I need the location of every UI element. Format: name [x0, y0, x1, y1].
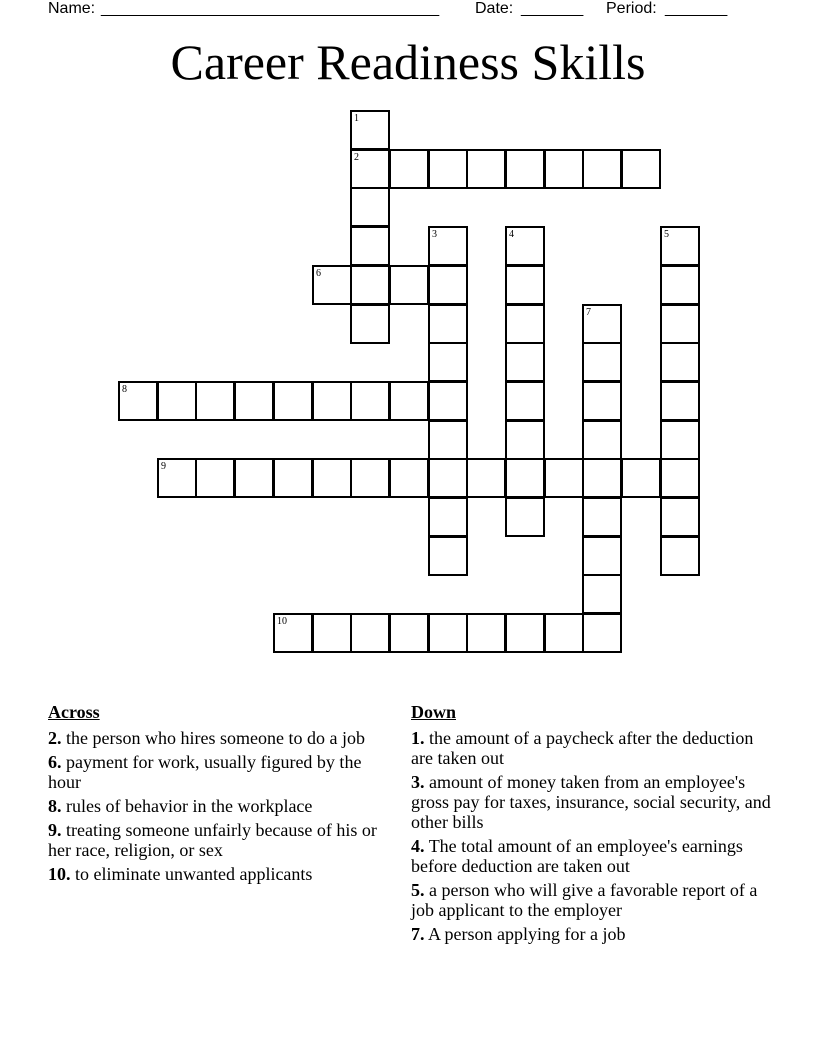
- crossword-cell[interactable]: [466, 458, 506, 498]
- crossword-cell[interactable]: [350, 265, 390, 305]
- name-field[interactable]: ______________________________________: [101, 0, 440, 17]
- crossword-cell[interactable]: [660, 458, 700, 498]
- crossword-cell[interactable]: [582, 304, 622, 344]
- date-field[interactable]: _______: [521, 0, 584, 17]
- clue-number: 6.: [48, 752, 62, 772]
- clue-number-label: 2: [354, 152, 359, 163]
- clue-number: 1.: [411, 728, 425, 748]
- crossword-cell[interactable]: [505, 613, 545, 653]
- crossword-cell[interactable]: [582, 536, 622, 576]
- page-title: Career Readiness Skills: [170, 34, 646, 90]
- crossword-cell[interactable]: [350, 110, 390, 150]
- crossword-cell[interactable]: [505, 381, 545, 421]
- crossword-cell[interactable]: [428, 381, 468, 421]
- down-clue: [411, 728, 771, 768]
- crossword-cell[interactable]: [660, 304, 700, 344]
- across-clue: [48, 728, 386, 748]
- crossword-cell[interactable]: [505, 342, 545, 382]
- crossword-cell[interactable]: [505, 149, 545, 189]
- crossword-cell[interactable]: [428, 265, 468, 305]
- clue-text: a person who will give a favorable report of a job applicant to the employer: [411, 880, 758, 920]
- clue-number-label: 1: [354, 113, 359, 124]
- crossword-cell[interactable]: [428, 149, 468, 189]
- down-clues: [411, 702, 771, 948]
- crossword-cell[interactable]: [157, 458, 197, 498]
- across-clue: [48, 796, 386, 816]
- crossword-cell[interactable]: [273, 381, 313, 421]
- period-field[interactable]: _______: [665, 0, 728, 17]
- down-clue: [411, 924, 771, 944]
- crossword-cell[interactable]: [157, 381, 197, 421]
- clue-number: 10.: [48, 864, 71, 884]
- crossword-cell[interactable]: [621, 458, 661, 498]
- crossword-cell[interactable]: [350, 613, 390, 653]
- clue-text: to eliminate unwanted applicants: [75, 864, 313, 884]
- crossword-cell[interactable]: [544, 613, 584, 653]
- clue-number-label: 7: [586, 307, 591, 318]
- down-heading: Down: [411, 702, 457, 722]
- crossword-cell[interactable]: [505, 226, 545, 266]
- crossword-cell[interactable]: [350, 149, 390, 189]
- clue-number-label: 4: [509, 229, 514, 240]
- crossword-cell[interactable]: [350, 458, 390, 498]
- crossword-cell[interactable]: [466, 613, 506, 653]
- crossword-cell[interactable]: [312, 265, 352, 305]
- crossword-cell[interactable]: [660, 381, 700, 421]
- crossword-cell[interactable]: [582, 574, 622, 614]
- clue-number-label: 5: [664, 229, 669, 240]
- crossword-cell[interactable]: [428, 458, 468, 498]
- across-clue: [48, 864, 386, 884]
- crossword-cell[interactable]: [505, 304, 545, 344]
- crossword-cell[interactable]: [660, 536, 700, 576]
- clue-number-label: 3: [432, 229, 437, 240]
- crossword-cell[interactable]: [505, 420, 545, 460]
- across-clues: [48, 702, 386, 888]
- down-clue: [411, 880, 771, 920]
- clue-number-label: 9: [161, 461, 166, 472]
- clue-text: payment for work, usually figured by the hour: [48, 752, 362, 792]
- period-label: Period:: [606, 0, 657, 17]
- clue-number: 4.: [411, 836, 425, 856]
- crossword-cell[interactable]: [312, 613, 352, 653]
- crossword-cell[interactable]: [350, 381, 390, 421]
- crossword-cell[interactable]: [621, 149, 661, 189]
- crossword-cell[interactable]: [428, 613, 468, 653]
- crossword-cell[interactable]: [582, 613, 622, 653]
- crossword-cell[interactable]: [428, 304, 468, 344]
- clue-text: the amount of a paycheck after the deduction are taken out: [411, 728, 754, 768]
- crossword-cell[interactable]: [582, 342, 622, 382]
- crossword-cell[interactable]: [428, 226, 468, 266]
- crossword-cell[interactable]: [582, 381, 622, 421]
- date-label: Date:: [475, 0, 514, 17]
- crossword-cell[interactable]: [389, 149, 429, 189]
- student-info-header: [48, 0, 768, 20]
- clue-number-label: 8: [122, 384, 127, 395]
- across-clue: [48, 752, 386, 792]
- crossword-cell[interactable]: [466, 149, 506, 189]
- crossword-cell[interactable]: [582, 420, 622, 460]
- crossword-cell[interactable]: [660, 265, 700, 305]
- clue-text: treating someone unfairly because of his or her race, religion, or sex: [48, 820, 377, 860]
- clue-number: 5.: [411, 880, 425, 900]
- clue-number: 9.: [48, 820, 62, 840]
- crossword-cell[interactable]: [389, 613, 429, 653]
- crossword-cell[interactable]: [389, 381, 429, 421]
- crossword-cell[interactable]: [273, 458, 313, 498]
- down-clue: [411, 772, 771, 832]
- down-clue: [411, 836, 771, 876]
- across-heading: Across: [48, 702, 100, 722]
- clue-text: the person who hires someone to do a job: [66, 728, 365, 748]
- crossword-cell[interactable]: [428, 497, 468, 537]
- crossword-cell[interactable]: [234, 381, 274, 421]
- clue-text: A person applying for a job: [428, 924, 626, 944]
- crossword-cell[interactable]: [544, 149, 584, 189]
- across-clue: [48, 820, 386, 860]
- crossword-cell[interactable]: [312, 458, 352, 498]
- crossword-cell[interactable]: [118, 381, 158, 421]
- crossword-cell[interactable]: [350, 304, 390, 344]
- name-label: Name:: [48, 0, 96, 17]
- crossword-cell[interactable]: [582, 149, 622, 189]
- clue-number: 3.: [411, 772, 425, 792]
- crossword-cell[interactable]: [660, 342, 700, 382]
- clue-number-label: 10: [277, 616, 287, 627]
- crossword-cell[interactable]: [544, 458, 584, 498]
- crossword-cell[interactable]: [195, 381, 235, 421]
- crossword-cell[interactable]: [350, 226, 390, 266]
- clue-number-label: 6: [316, 268, 321, 279]
- crossword-cell[interactable]: [428, 536, 468, 576]
- clue-text: rules of behavior in the workplace: [66, 796, 313, 816]
- crossword-cell[interactable]: [389, 458, 429, 498]
- crossword-cell[interactable]: [350, 187, 390, 227]
- crossword-cell[interactable]: [505, 458, 545, 498]
- crossword-cell[interactable]: [660, 497, 700, 537]
- crossword-cell[interactable]: [505, 265, 545, 305]
- clue-number: 7.: [411, 924, 425, 944]
- crossword-cell[interactable]: [582, 497, 622, 537]
- crossword-cell[interactable]: [234, 458, 274, 498]
- crossword-cell[interactable]: [195, 458, 235, 498]
- crossword-cell[interactable]: [273, 613, 313, 653]
- clue-text: The total amount of an employee's earnings before deduction are taken out: [411, 836, 743, 876]
- crossword-cell[interactable]: [428, 342, 468, 382]
- clue-number: 2.: [48, 728, 62, 748]
- crossword-cell[interactable]: [660, 226, 700, 266]
- crossword-cell[interactable]: [389, 265, 429, 305]
- clue-number: 8.: [48, 796, 62, 816]
- crossword-cell[interactable]: [428, 420, 468, 460]
- clue-text: amount of money taken from an employee's gross pay for taxes, insurance, social security, and other bills: [411, 772, 771, 832]
- crossword-cell[interactable]: [660, 420, 700, 460]
- crossword-cell[interactable]: [312, 381, 352, 421]
- crossword-cell[interactable]: [582, 458, 622, 498]
- crossword-cell[interactable]: [505, 497, 545, 537]
